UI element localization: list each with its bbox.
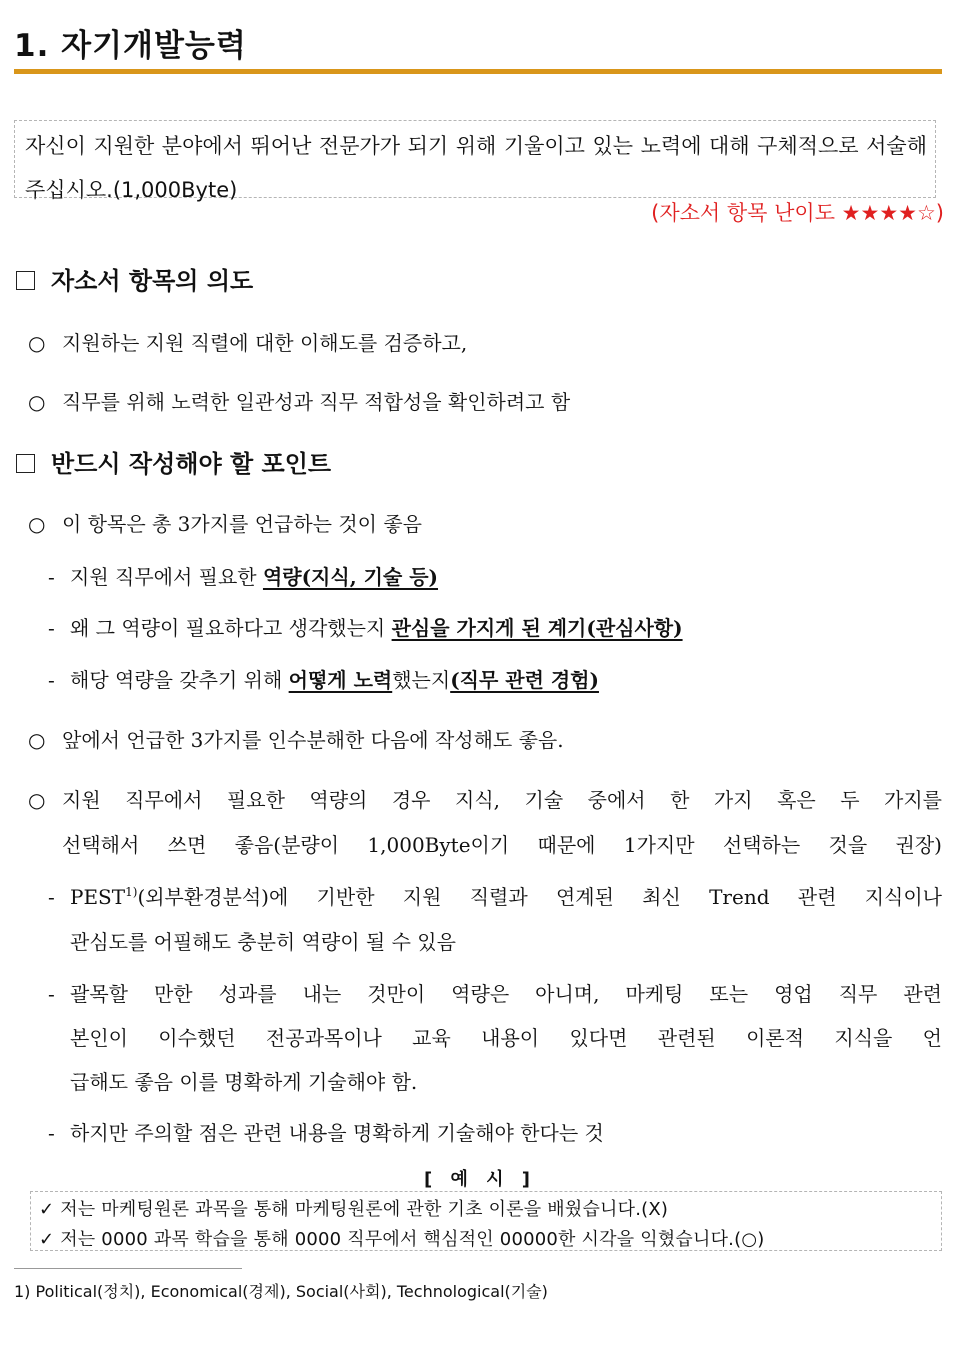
circle-bullet-icon: ○	[28, 728, 46, 752]
circle-bullet-icon: ○	[28, 331, 46, 355]
emphasis-text: 관심을 가지게 된 계기(관심사항)	[391, 616, 683, 640]
title-divider	[14, 69, 942, 74]
intent-bullet-2: ○ 직무를 위해 노력한 일관성과 직무 적합성을 확인하려고 함	[28, 390, 571, 414]
circle-bullet-icon: ○	[28, 512, 46, 536]
footnote: 1) Political(정치), Economical(경제), Social(사회), Technological(기술)	[14, 1282, 548, 1301]
points-dash-3: - 해당 역량을 갖추기 위해 어떻게 노력했는지(직무 관련 경험)	[48, 668, 599, 692]
points-bullet-3-line-1: ○ 지원 직무에서 필요한 역량의 경우 지식, 기술 중에서 한 가지 혹은 두 가지를	[28, 788, 942, 812]
page-title: 1. 자기개발능력	[14, 28, 247, 64]
emphasis-text: 역량(지식, 기술 등)	[262, 565, 439, 589]
difficulty-rating: (자소서 항목 난이도 ★★★★☆)	[651, 201, 944, 225]
footnote-divider	[14, 1268, 242, 1269]
section-heading-label: 반드시 작성해야 할 포인트	[51, 450, 332, 478]
question-box: 자신이 지원한 분야에서 뛰어난 전문가가 되기 위해 기울이고 있는 노력에 대해 구체적으로 서술해 주십시오.(1,000Byte)	[14, 120, 936, 198]
points-bullet-1: ○ 이 항목은 총 3가지를 언급하는 것이 좋음	[28, 512, 422, 536]
intent-bullet-1: ○ 지원하는 지원 직렬에 대한 이해도를 검증하고,	[28, 331, 468, 355]
example-box	[30, 1191, 942, 1251]
example-item-1: ✓ 저는 마케팅원론 과목을 통해 마케팅원론에 관한 기초 이론을 배웠습니다.(X)	[39, 1199, 669, 1220]
points-dash-1: - 지원 직무에서 필요한 역량(지식, 기술 등)	[48, 565, 439, 589]
points-dash-5-line-1: - 괄목할 만한 성과를 내는 것만이 역량은 아니며, 마케팅 또는 영업 직무 관련	[48, 982, 942, 1006]
points-bullet-3-line-2: 선택해서 쓰면 좋음(분량이 1,000Byte이기 때문에 1가지만 선택하는 것을 권장)	[62, 833, 942, 857]
points-dash-4-line-2: 관심도를 어필해도 충분히 역량이 될 수 있음	[70, 930, 456, 954]
points-bullet-2: ○ 앞에서 언급한 3가지를 인수분해한 다음에 작성해도 좋음.	[28, 728, 564, 752]
points-dash-2: - 왜 그 역량이 필요하다고 생각했는지 관심을 가지게 된 계기(관심사항)	[48, 616, 683, 640]
example-item-2: ✓ 저는 0000 과목 학습을 통해 0000 직무에서 핵심적인 00000한 시각을 익혔습니다.(○)	[39, 1229, 765, 1250]
circle-bullet-icon: ○	[28, 788, 46, 812]
emphasis-text: 어떻게 노력	[288, 668, 393, 692]
points-dash-4-line-1: - PEST$^{1)}$(외부환경분석)에 기반한 지원 직렬과 연계된 최신 Trend 관련 지식이나	[48, 885, 942, 909]
checkbox-square-icon	[16, 454, 35, 473]
example-heading: [ 예 시 ]	[423, 1169, 537, 1190]
circle-bullet-icon: ○	[28, 390, 46, 414]
section-heading-label: 자소서 항목의 의도	[51, 267, 254, 295]
emphasis-text: (직무 관련 경험)	[450, 668, 599, 692]
points-dash-5-line-2: 본인이 이수했던 전공과목이나 교육 내용이 있다면 관련된 이론적 지식을 언	[70, 1026, 942, 1050]
checkbox-square-icon	[16, 271, 35, 290]
points-dash-5-line-3: 급해도 좋음 이를 명확하게 기술해야 함.	[70, 1070, 418, 1094]
section-heading-points	[16, 444, 331, 479]
points-dash-6: - 하지만 주의할 점은 관련 내용을 명확하게 기술해야 한다는 것	[48, 1121, 604, 1145]
section-heading-intent	[16, 261, 253, 296]
